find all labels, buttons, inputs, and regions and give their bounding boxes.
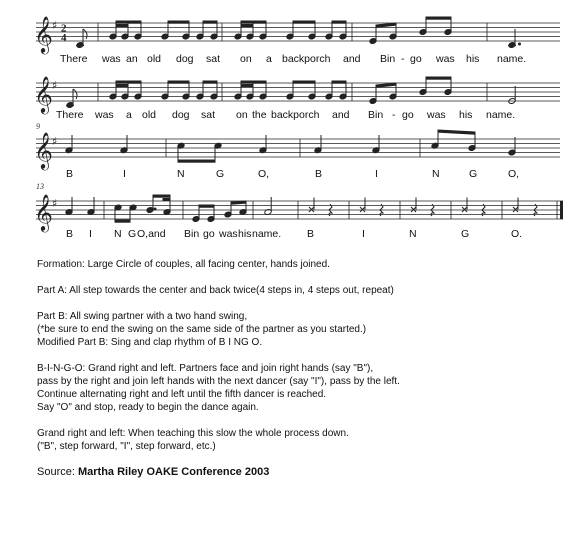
lyric-syllable: O, (508, 168, 520, 180)
lyrics-staff-1 (60, 53, 526, 65)
lyric-syllable: on (240, 53, 252, 65)
lyric-syllable: name. (252, 228, 282, 240)
lyric-syllable: N (409, 228, 417, 240)
note-group (65, 195, 247, 222)
lyric-syllable: G (128, 228, 137, 240)
lyric-syllable: - (392, 109, 396, 121)
lyric-syllable: Bin (184, 228, 200, 240)
lyric-syllable: N (114, 228, 122, 240)
measure-number-13: 13 (36, 182, 44, 191)
lyric-syllable: N (177, 168, 185, 180)
lyric-syllable: Bin (368, 109, 384, 121)
dance-instructions (37, 258, 557, 492)
bingo-text (37, 362, 557, 414)
lyric-syllable: the (252, 109, 267, 121)
lyrics-staff-4 (66, 228, 522, 240)
part-a-text (37, 284, 557, 297)
lyric-syllable: name. (486, 109, 516, 121)
key-sharp-icon: ♯ (52, 19, 58, 32)
lyric-syllable: O,and (137, 228, 166, 240)
time-signature-top: 2 (61, 22, 67, 35)
lyric-syllable: was (95, 109, 114, 121)
source-value: Martha Riley OAKE Conference 2003 (77, 466, 270, 478)
source-label: Source: (37, 466, 75, 478)
final-barline (560, 201, 563, 219)
lyric-syllable: an (126, 53, 138, 65)
lyric-syllable: backporch (271, 109, 320, 121)
note-group (234, 21, 347, 40)
part-b-line: Part B: All swing partner with a two hand swing, (37, 311, 248, 322)
lyric-syllable: sat (206, 53, 221, 65)
lyric-syllable: was (427, 109, 446, 121)
lyric-syllable: a (126, 109, 132, 121)
lyric-syllable: go (410, 53, 422, 65)
lyric-syllable: There (60, 53, 88, 65)
lyric-syllable: dog (172, 109, 190, 121)
key-sharp-icon: ♯ (52, 79, 58, 92)
lyric-syllable: his (459, 109, 473, 121)
lyric-syllable: his (238, 228, 252, 240)
note-group (66, 77, 452, 108)
grand-line: Grand right and left: When teaching this slow the whole process down. (37, 428, 349, 439)
sheet-music (0, 0, 583, 250)
lyric-syllable: and (332, 109, 350, 121)
source-line (37, 466, 557, 479)
treble-clef-icon: 𝄞 (34, 131, 53, 169)
lyric-syllable: I (123, 168, 126, 180)
lyric-syllable: O, (258, 168, 270, 180)
lyric-syllable: - (401, 53, 405, 65)
grand-line: ("B", step forward, "I", step forward, etc.) (37, 441, 216, 452)
treble-clef-icon: 𝄞 (34, 193, 53, 231)
lyric-syllable: go (203, 228, 215, 240)
treble-clef-icon: 𝄞 (34, 75, 53, 113)
lyric-syllable: I (362, 228, 365, 240)
lyric-syllable: go (402, 109, 414, 121)
bingo-line: Say "O" and stop, ready to begin the dance again. (37, 402, 259, 413)
lyrics-staff-2 (56, 109, 515, 121)
lyric-syllable: G (469, 168, 478, 180)
time-signature-bottom: 4 (61, 32, 67, 44)
part-b-text (37, 310, 557, 349)
bingo-line: pass by the right and join left hands with the next dancer (say "I"), pass by the left. (37, 376, 400, 387)
grand-text (37, 427, 557, 453)
lyric-syllable: was (219, 228, 238, 240)
lyric-syllable: I (375, 168, 378, 180)
lyric-syllable: name. (497, 53, 527, 65)
key-sharp-icon: ♯ (52, 197, 58, 210)
part-b-line: (*be sure to end the swing on the same side of the partner as you started.) (37, 324, 367, 335)
lyric-syllable: was (436, 53, 455, 65)
lyric-syllable: B (307, 228, 315, 240)
lyric-syllable: old (142, 109, 157, 121)
measure-number-9: 9 (36, 122, 40, 131)
part-a-line: Part A: All step towards the center and back twice(4 steps in, 4 steps out, repeat) (37, 285, 394, 296)
clap-rhythm (309, 198, 537, 217)
half-note (508, 86, 516, 104)
lyric-syllable: backporch (282, 53, 331, 65)
lyric-syllable: B (66, 228, 74, 240)
lyric-syllable: Bin (380, 53, 396, 65)
lyric-syllable: old (147, 53, 162, 65)
note-group (369, 17, 452, 44)
formation-line: Formation: Large Circle of couples, all facing center, hands joined. (37, 259, 330, 270)
part-b-line: Modified Part B: Sing and clap rhythm of B I NG O. (37, 337, 263, 348)
lyric-syllable: I (89, 228, 92, 240)
lyric-syllable: G (216, 168, 225, 180)
lyric-syllable: dog (176, 53, 194, 65)
formation-text (37, 258, 557, 271)
lyric-syllable: and (343, 53, 361, 65)
note-group (109, 21, 218, 40)
lyric-syllable: O. (511, 228, 523, 240)
lyric-syllable: N (432, 168, 440, 180)
bingo-line: Continue alternating right and left until the fifth dancer is reached. (37, 389, 327, 400)
key-sharp-icon: ♯ (52, 135, 58, 148)
lyric-syllable: sat (201, 109, 216, 121)
lyrics-staff-3 (66, 168, 519, 180)
bingo-line: B-I-N-G-O: Grand right and left. Partners face and join right hands (say "B"), (37, 363, 374, 374)
lyric-syllable: on (236, 109, 248, 121)
treble-clef-icon: 𝄞 (34, 15, 53, 53)
lyric-syllable: his (466, 53, 480, 65)
staff-3 (36, 139, 560, 157)
lyric-syllable: G (461, 228, 470, 240)
lyric-syllable: was (102, 53, 121, 65)
lyric-syllable: B (66, 168, 74, 180)
lyric-syllable: B (315, 168, 323, 180)
lyric-syllable: a (266, 53, 272, 65)
half-note (264, 197, 272, 215)
lyric-syllable: There (56, 109, 84, 121)
